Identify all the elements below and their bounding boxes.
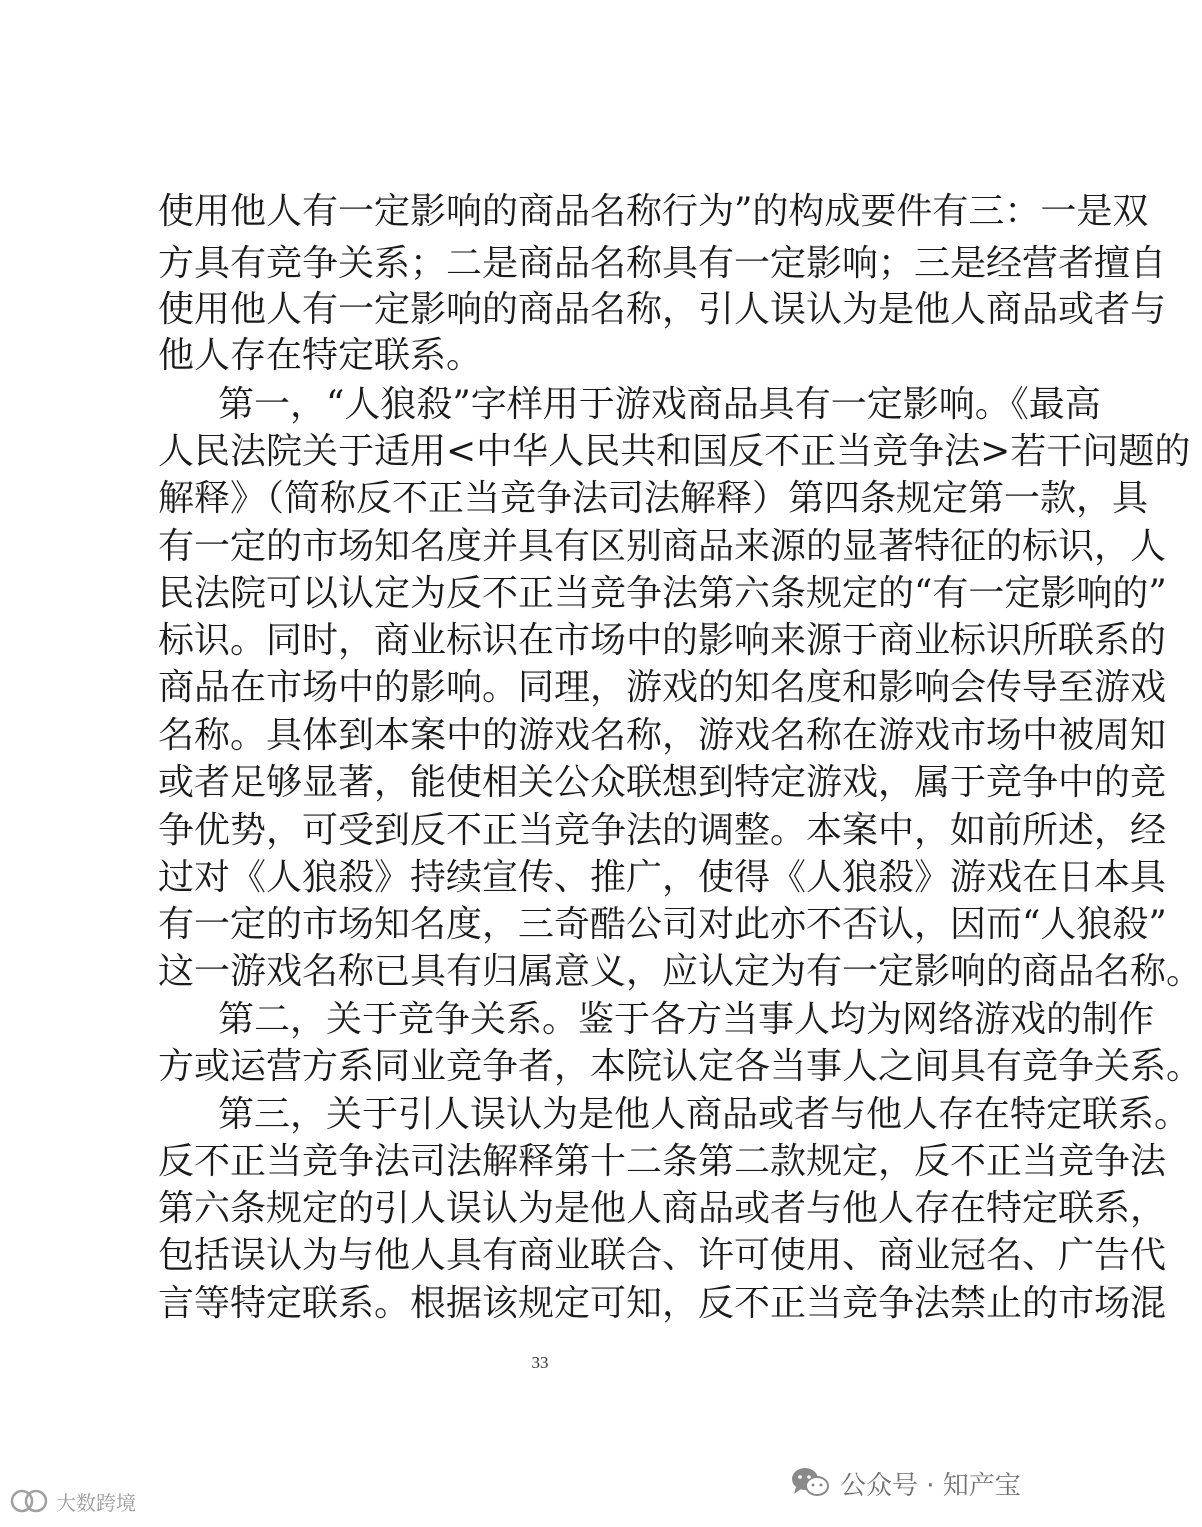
text-line: 有一定的市场知名度，三奇酷公司对此亦不否认，因而“人狼殺” [158, 904, 1167, 945]
page-number: 33 [531, 1353, 549, 1372]
text-line: 第三，关于引人误认为是他人商品或者与他人存在特定联系。 [218, 1094, 1191, 1135]
text-line: 有一定的市场知名度并具有区别商品来源的显著特征的标识，人 [158, 526, 1167, 567]
text-line: 第六条规定的引人误认为是他人商品或者与他人存在特定联系， [158, 1188, 1167, 1229]
watermark-right [790, 1462, 1021, 1504]
watermark-left-text: 大数跨境 [56, 1490, 136, 1515]
text-line: 人民法院关于适用<中华人民共和国反不正当竞争法>若干问题的 [158, 431, 1191, 472]
text-line: 他人存在特定联系。 [158, 335, 483, 376]
text-line: 或者足够显著，能使相关公众联想到特定游戏，属于竞争中的竞 [158, 762, 1167, 803]
text-line: 使用他人有一定影响的商品名称，引人误认为是他人商品或者与 [158, 289, 1167, 330]
text-line: 方具有竞争关系；二是商品名称具有一定影响；三是经营者擅自 [158, 243, 1167, 284]
text-line: 解释》（简称反不正当竞争法司法解释）第四条规定第一款，具 [158, 478, 1149, 519]
text-line: 方或运营方系同业竞争者，本院认定各当事人之间具有竞争关系。 [158, 1046, 1202, 1087]
watermark-left [10, 1485, 136, 1517]
text-line: 使用他人有一定影响的商品名称行为”的构成要件有三：一是双 [158, 191, 1149, 232]
text-line: 第二，关于竞争关系。鉴于各方当事人均为网络游戏的制作 [218, 999, 1155, 1040]
text-line: 这一游戏名称已具有归属意义，应认定为有一定影响的商品名称。 [158, 951, 1202, 992]
text-line: 商品在市场中的影响。同理，游戏的知名度和影响会传导至游戏 [158, 667, 1167, 708]
circle-logo-icon [10, 1487, 50, 1515]
watermark-right-text: 公众号 · 知产宝 [840, 1470, 1021, 1501]
text-line: 标识。同时，商业标识在市场中的影响来源于商业标识所联系的 [158, 620, 1167, 661]
text-line: 包括误认为与他人具有商业联合、许可使用、商业冠名、广告代 [158, 1235, 1167, 1276]
wechat-icon [790, 1466, 830, 1500]
text-line: 过对《人狼殺》持续宣传、推广，使得《人狼殺》游戏在日本具 [158, 857, 1167, 898]
text-line: 反不正当竞争法司法解释第十二条第二款规定，反不正当竞争法 [158, 1141, 1167, 1182]
text-line: 民法院可以认定为反不正当竞争法第六条规定的“有一定影响的” [158, 573, 1167, 614]
text-line: 第一，“人狼殺”字样用于游戏商品具有一定影响。《最高 [218, 384, 1101, 425]
text-line: 名称。具体到本案中的游戏名称，游戏名称在游戏市场中被周知 [158, 715, 1167, 756]
text-line: 言等特定联系。根据该规定可知，反不正当竞争法禁止的市场混 [158, 1283, 1167, 1324]
text-line: 争优势，可受到反不正当竞争法的调整。本案中，如前所述，经 [158, 810, 1167, 851]
